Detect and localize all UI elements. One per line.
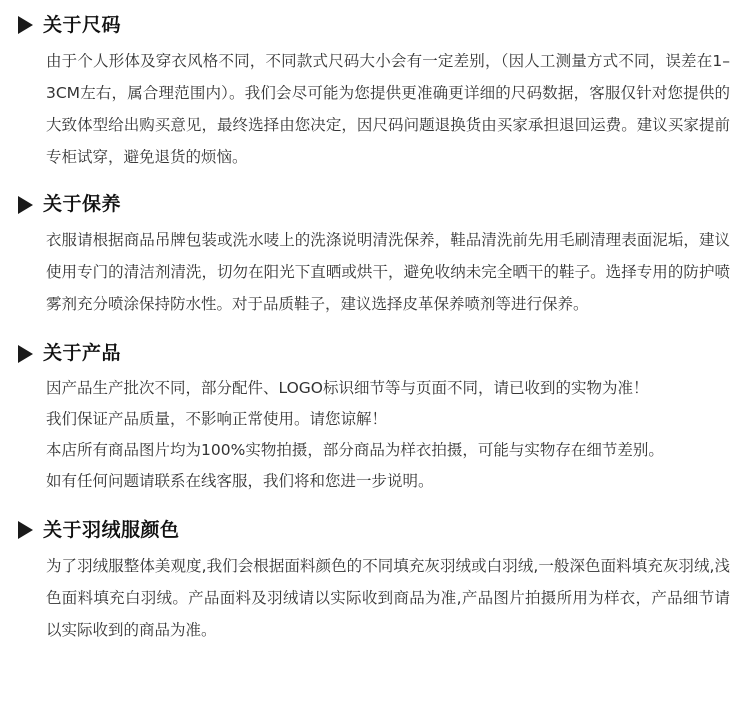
section-about-care (12, 193, 738, 320)
section-header (12, 342, 738, 365)
section-about-size (12, 14, 738, 173)
section-about-down-color (12, 519, 738, 646)
section-body (12, 224, 738, 320)
section-body (12, 550, 738, 646)
section-body (12, 45, 738, 173)
paragraph: 为了羽绒服整体美观度,我们会根据面料颜色的不同填充灰羽绒或白羽绒,一般深色面料填充灰羽绒,浅色面料填充白羽绒。产品面料及羽绒请以实际收到商品为准,产品图片拍摄所用为样衣，产品细节请以实际收到的商品为准。 (46, 556, 730, 639)
triangle-right-icon (18, 196, 33, 214)
section-title: 关于尺码 (43, 14, 122, 36)
triangle-right-icon (18, 521, 33, 539)
section-header (12, 14, 738, 37)
paragraph: 衣服请根据商品吊牌包装或洗水唛上的洗涤说明清洗保养，鞋品清洗前先用毛刷清理表面泥垢，建议使用专门的清洁剂清洗，切勿在阳光下直晒或烘干，避免收纳未完全晒干的鞋子。选择专用的防护喷雾剂充分喷涂保持防水性。对于品质鞋子，建议选择皮革保养喷剂等进行保养。 (46, 230, 730, 314)
section-title: 关于产品 (43, 342, 122, 365)
triangle-right-icon (18, 345, 33, 363)
triangle-right-icon (18, 16, 33, 34)
section-title: 关于羽绒服颜色 (43, 518, 180, 541)
section-body (12, 373, 738, 497)
paragraph: 本店所有商品图片均为100%实物拍摄，部分商品为样衣拍摄，可能与实物存在细节差别。 (46, 440, 664, 459)
paragraph: 如有任何问题请联系在线客服，我们将和您进一步说明。 (46, 471, 434, 490)
section-header (12, 519, 738, 542)
paragraph: 因产品生产批次不同，部分配件、LOGO标识细节等与页面不同，请已收到的实物为准！ (46, 378, 649, 397)
section-header (12, 193, 738, 216)
paragraph: 由于个人形体及穿衣风格不同，不同款式尺码大小会有一定差别，（因人工测量方式不同，误差在1–3CM左右，属合理范围内）。我们会尽可能为您提供更准确更详细的尺码数据，客服仅针对您提供的大致体型给出购买意见，最终选择由您决定，因尺码问题退换货由买家承担退回运费。建议买家提前专柜试穿，避免退货的烦恼。 (46, 51, 730, 167)
section-about-product (12, 342, 738, 497)
section-title: 关于保养 (43, 193, 122, 216)
paragraph: 我们保证产品质量，不影响正常使用。请您谅解！ (46, 409, 388, 428)
